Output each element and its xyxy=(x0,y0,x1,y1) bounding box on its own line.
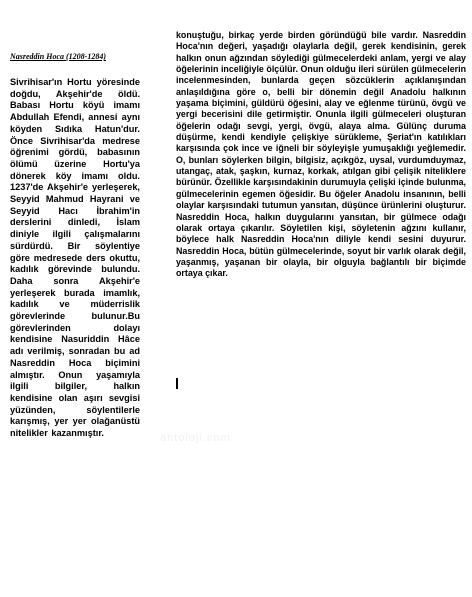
left-paragraph[interactable]: Sivrihisar'ın Hortu yöresinde doğdu, Akşehir'de öldü. Babası Hortu köyü imamı Abdullah Efendi, annesi aynı köyden Sıdıka Hatun'dur. Önce Sivrihisar'da medrese öğrenimi gördü, babasının ölümü üzerine Hortu'ya dönerek köy imamı oldu. 1237'de Akşehir'e yerleşerek, Seyyid Mahmud Hayrani ve Seyyid Hacı İbrahim'in derslerini dinledi, İslam diniyle ilgili çalışmalarını sürdürdü. Bir söylentiye göre medresede ders okuttu, kadılık görevinde bulundu. Daha sonra Akşehir'e yerleşerek burada imamlık, kadılık ve müderrislik görevlerinde bulunur.Bu görevlerinden dolayı kendisine Nasuriddin Hâce adı verilmiş, sonradan bu ad Nasreddin Hoca biçimini almıştır. Onun yaşamıyla ilgili bilgiler, halkın kendisine olan aşırı sevgisi yüzünden, söylentilerle karışmış, yer yer olağanüstü nitelikler kazanmıştır. xyxy=(10,77,140,439)
right-column xyxy=(176,30,466,390)
text-cursor xyxy=(176,378,178,389)
article-heading: Nasreddin Hoca (1208-1284) xyxy=(10,52,106,61)
watermark: antoloji.com xyxy=(160,432,231,444)
right-paragraph[interactable]: konuştuğu, birkaç yerde birden göründüğü bile vardır. Nasreddin Hoca'nın değeri, yaşadığı olaylarla değil, gerek kendisinin, gerek halkın onun ağzından söylediği gülmecelerdeki anlam, yergi ve alay öğelerinin inceliğiyle ölçülür. Onun olduğu ileri sürülen gülmecelerin incelenmesinden, bunlarda geçen sözcüklerin açıklanışından anlaşıldığına göre o, belli bir dönemin değil Anadolu halkının yaşama biçimini, güldürü öğesini, alay ve eğlenme türünü, övgü ve yergi becerisini dile getirmiştir. Onunla ilgili gülmeceleri oluşturan öğelerin odağı sevgi, yergi, övgü, alaya alma. Gülünç duruma düşürme, kendi kendiyle çelişkiye sürükleme, Şeriat'ın katılıkları karşısında çok ince ve iğneli bir söyleyişle yumuşaklığı yeğlemedir. O, bunları söylerken bilgin, bilgisiz, açıkgöz, uysal, vurdumduymaz, utangaç, atak, şaşkın, kurnaz, korkak, atılgan gibi çelişik niteliklere bürünür. Özellikle karşısındakinin durumuyla çelişki içinde bulunma, gülmecelerinin egemen öğesidir. Bu öğeler Anadolu insanının, belli olaylar karşısındaki tutumun yansıtan, düşünce ürünlerini oluşturur. Nasreddin Hoca, halkın duygularını yansıtan, bir gülmece odağı olarak ortaya çıkarılır. Söyletilen kişi, söyletenin ağzını kullanır, böylece halk Nasreddin Hoca'nın diliyle kendi sesini duyurur. Nasreddin Hoca, bütün gülmecelerinde, soyut bir varlık olarak değil, yaşanmış, yaşanan bir olayla, bir olguyla bağlantılı bir biçimde ortaya çıkar. xyxy=(176,30,466,279)
left-column xyxy=(10,52,140,597)
